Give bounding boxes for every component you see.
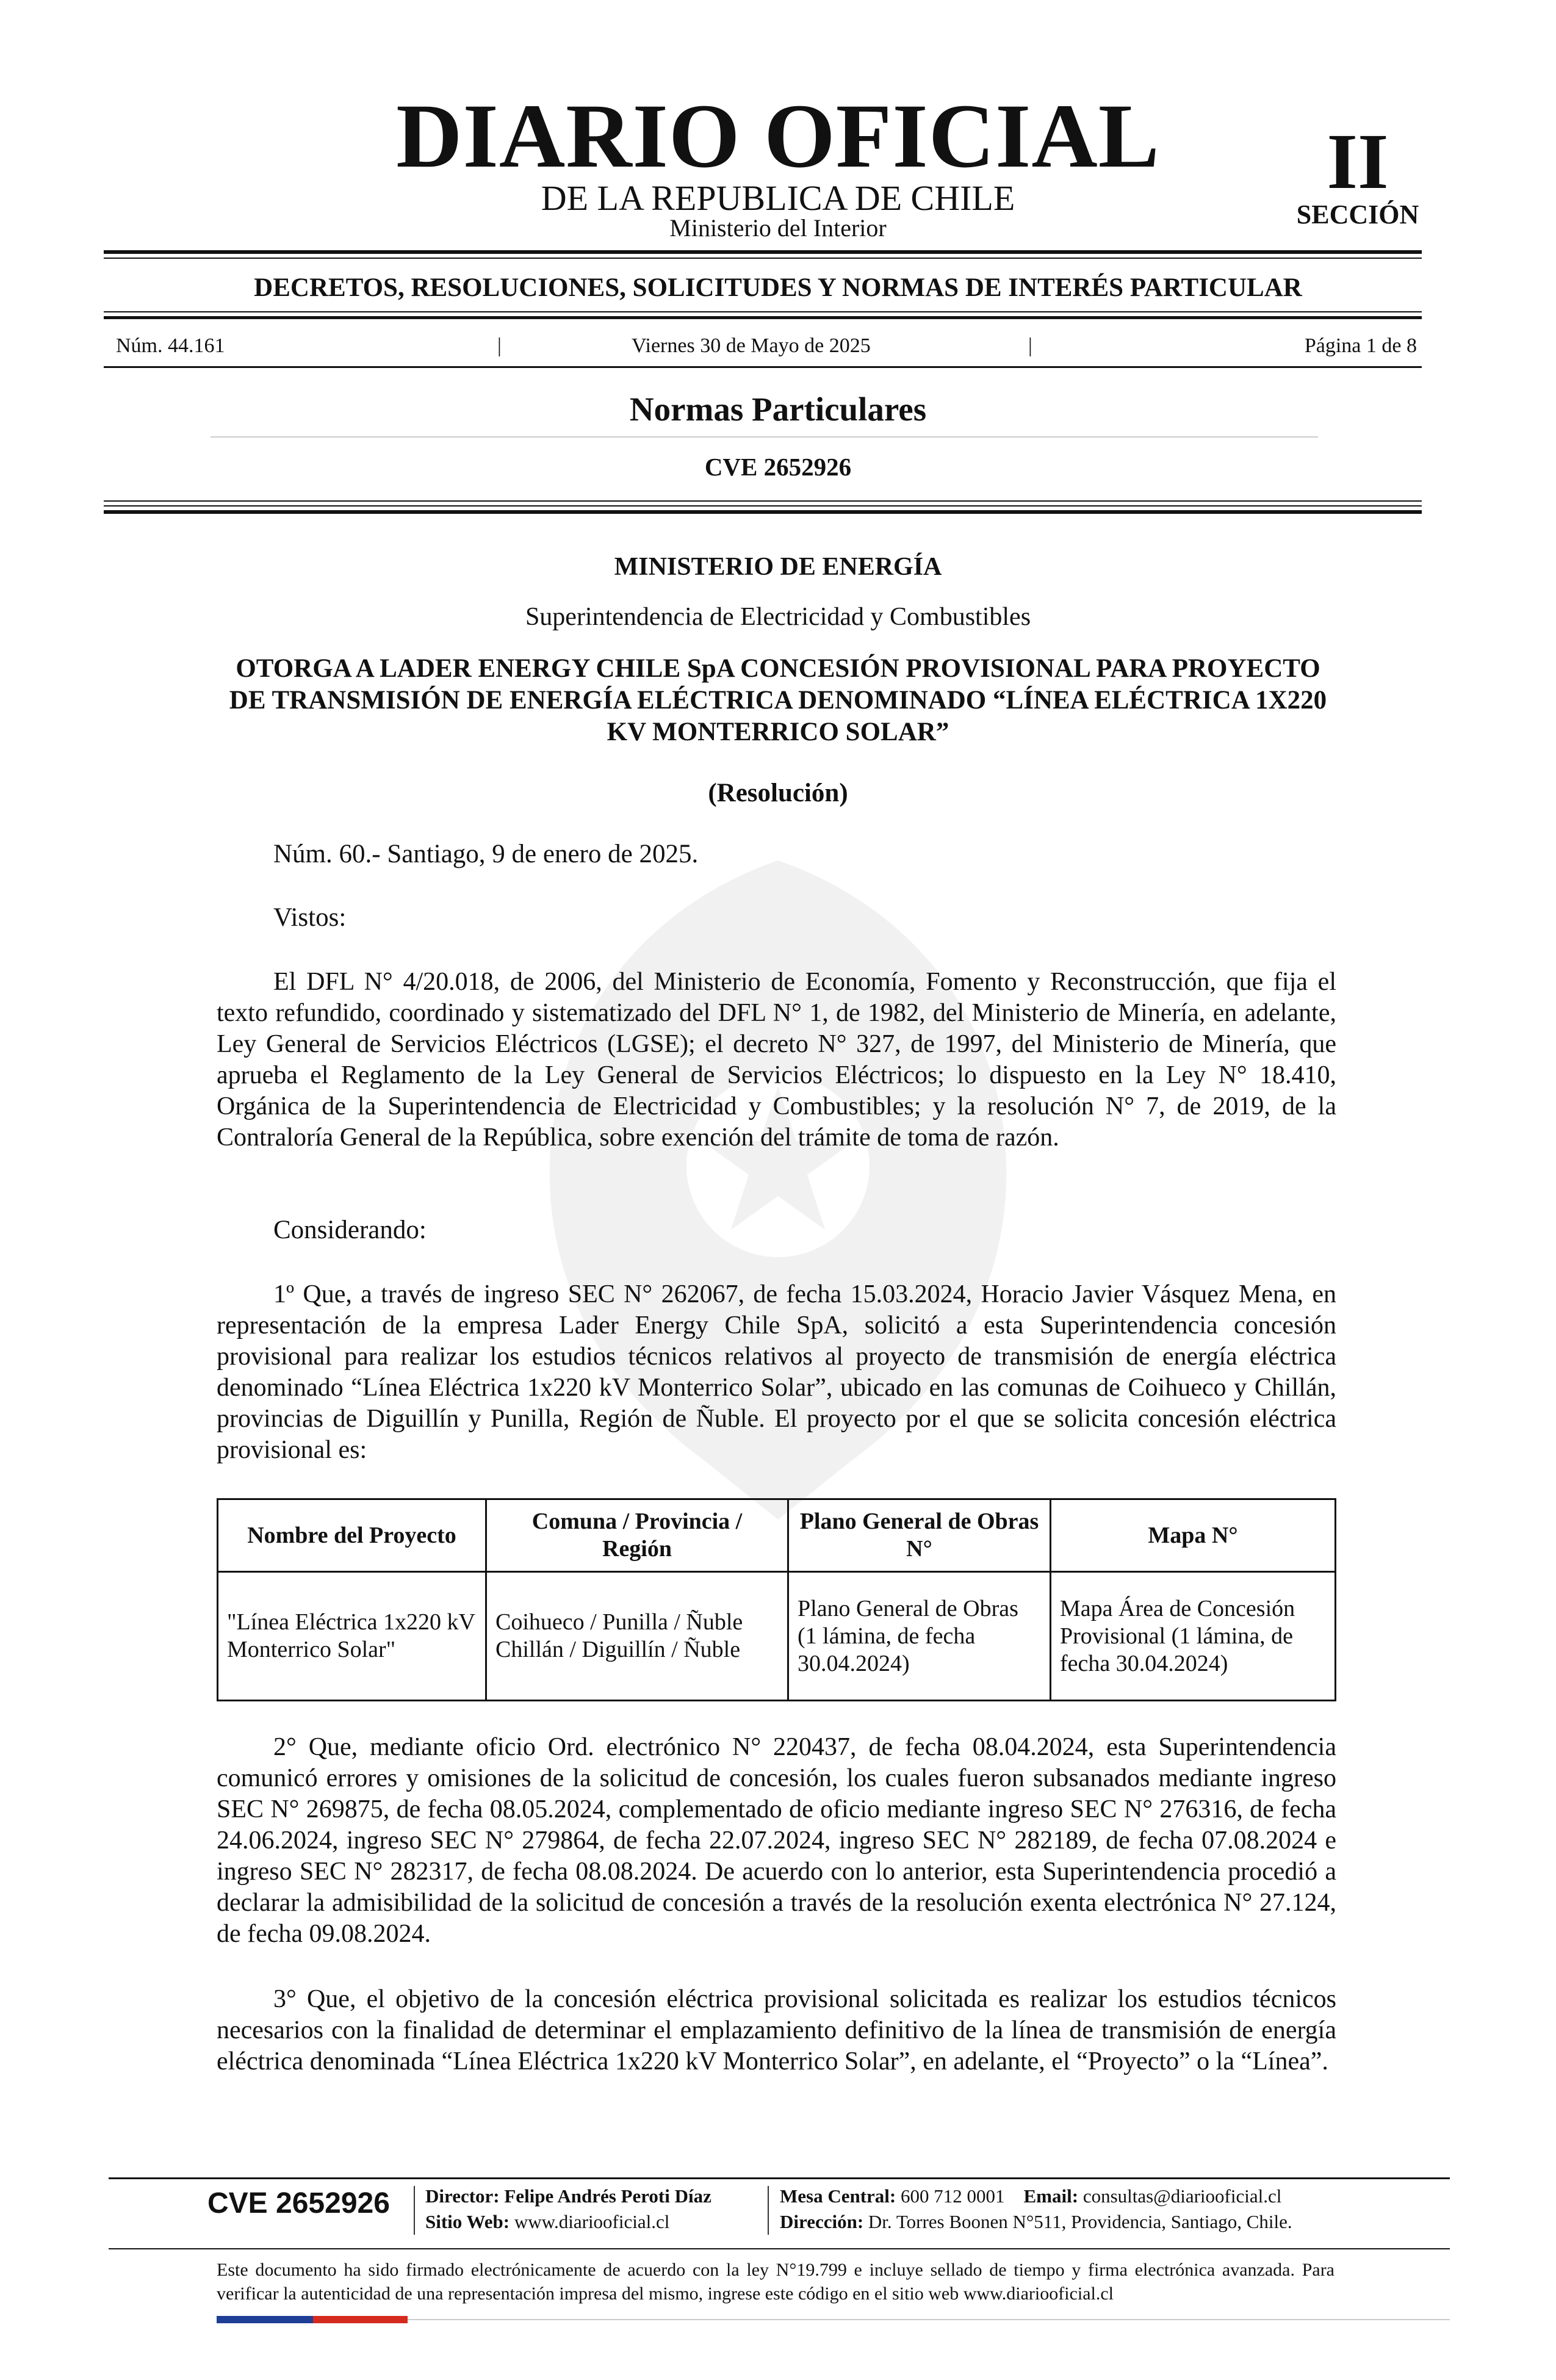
issue-date: Viernes 30 de Mayo de 2025 xyxy=(632,334,871,357)
footer-divider xyxy=(414,2186,415,2235)
cve-rule-thin-1 xyxy=(104,500,1422,502)
footer-website-link[interactable]: www.diariooficial.cl xyxy=(514,2211,670,2232)
project-table xyxy=(217,1498,1336,1701)
footer-website-label: Sitio Web: xyxy=(425,2211,510,2232)
info-rule xyxy=(104,366,1422,368)
table-header-cell: Comuna / Provincia / Región xyxy=(486,1499,788,1572)
headline: DECRETOS, RESOLUCIONES, SOLICITUDES Y NORMAS DE INTERÉS PARTICULAR xyxy=(254,273,1302,302)
footer-director xyxy=(425,2187,711,2205)
table-row xyxy=(218,1572,1336,1701)
footer-phone-value: 600 712 0001 xyxy=(901,2185,1005,2207)
table-cell: "Línea Eléctrica 1x220 kV Monterrico Solar" xyxy=(218,1572,486,1701)
footer-phone-label: Mesa Central: xyxy=(780,2185,896,2207)
footer-email-link[interactable]: consultas@diariooficial.cl xyxy=(1082,2185,1282,2207)
page-indicator: Página 1 de 8 xyxy=(1304,334,1417,357)
considerando-paragraph-1: 1º Que, a través de ingreso SEC N° 262067, de fecha 15.03.2024, Horacio Javier Vásquez Mena, en representación de la empresa Lader Energy Chile SpA, solicitó a esta Superintendencia concesión provisional para realizar los estudios técnicos relativos al proyecto de transmisión de energía eléctrica denominado “Línea Eléctrica 1x220 kV Monterrico Solar”, ubicado en las comunas de Coihueco y Chillán, provincias de Diguillín y Punilla, Región de Ñuble. El proyecto por el que se solicita concesión eléctrica provisional es: xyxy=(217,1280,1336,1464)
masthead-ministry: Ministerio del Interior xyxy=(669,214,887,242)
footer-director-label: Director: xyxy=(425,2185,500,2207)
masthead-rule-thick xyxy=(104,250,1422,254)
section-title: Normas Particulares xyxy=(629,391,927,428)
footer-website xyxy=(425,2212,669,2231)
footer-signature-note: Este documento ha sido firmado electrónicamente de acuerdo con la ley N°19.799 e incluye sellado de tiempo y firma electrónica avanzada. Para verificar la autenticidad de una representación impresa del mismo, ingrese este código en el sitio web www.diariooficial.cl xyxy=(217,2260,1334,2304)
vistos-paragraph: El DFL N° 4/20.018, de 2006, del Ministerio de Economía, Fomento y Reconstrucción, que fija el texto refundido, coordinado y sistematizado del DFL N° 1, de 1982, del Ministerio de Minería, en adelante, Ley General de Servicios Eléctricos (LGSE); el decreto N° 327, de 1997, del Ministerio de Minería, que aprueba el Reglamento de la Ley General de Servicios Eléctricos; lo dispuesto en la Ley N° 18.410, Orgánica de la Superintendencia de Electricidad y Combustibles; y la resolución N° 7, de 2019, de la Contraloría General de la República, sobre exención del trámite de toma de razón. xyxy=(217,968,1336,1152)
masthead-rule-thin xyxy=(104,258,1422,259)
footer-rule-bottom xyxy=(109,2248,1450,2249)
table-header-cell: Nombre del Proyecto xyxy=(218,1499,486,1572)
footer-divider xyxy=(768,2186,769,2235)
cve-rule-thin-2 xyxy=(104,505,1422,507)
masthead-title: DIARIO OFICIAL xyxy=(396,85,1160,187)
considerando-paragraph-3: 3° Que, el objetivo de la concesión eléctrica provisional solicitada es realizar los estudios técnicos necesarios con la finalidad de determinar el emplazamiento definitivo de la línea de transmisión de energía eléctrica denominada “Línea Eléctrica 1x220 kV Monterrico Solar”, en adelante, el “Proyecto” o la “Línea”. xyxy=(217,1985,1336,2075)
section-number: II xyxy=(1327,118,1389,206)
table-cell: Coihueco / Punilla / Ñuble Chillán / Diguillín / Ñuble xyxy=(486,1572,788,1701)
section-title-rule xyxy=(211,436,1318,438)
table-header-cell: Mapa N° xyxy=(1051,1499,1336,1572)
footer-address xyxy=(780,2212,1292,2231)
footer-contact xyxy=(780,2187,1281,2205)
headline-rule-thin xyxy=(104,311,1422,312)
footer-rule-top xyxy=(109,2177,1450,2179)
table-cell: Mapa Área de Concesión Provisional (1 lámina, de fecha 30.04.2024) xyxy=(1051,1572,1336,1701)
considerando-paragraph-2: 2° Que, mediante oficio Ord. electrónico N° 220437, de fecha 08.04.2024, esta Superintendencia comunicó errores y omisiones de la solicitud de concesión, los cuales fueron subsanados mediante ingreso SEC N° 269875, de fecha 08.05.2024, complementado de oficio mediante ingreso SEC N° 276316, de fecha 24.06.2024, ingreso SEC N° 279864, de fecha 22.07.2024, ingreso SEC N° 282189, de fecha 07.08.2024 e ingreso SEC N° 282317, de fecha 08.08.2024. De acuerdo con lo anterior, esta Superintendencia procedió a declarar la admisibilidad de la solicitud de concesión a través de la resolución exenta electrónica N° 27.124, de fecha 09.08.2024. xyxy=(217,1733,1336,1948)
section-label: SECCIÓN xyxy=(1296,200,1419,229)
document-agency: Superintendencia de Electricidad y Combustibles xyxy=(525,603,1031,631)
footer-cve-code: CVE 2652926 xyxy=(207,2187,390,2220)
considerando-label: Considerando: xyxy=(273,1216,427,1244)
footer-rule-flag xyxy=(408,2319,1450,2320)
headline-rule-thick xyxy=(104,316,1422,319)
footer-director-value: Felipe Andrés Peroti Díaz xyxy=(504,2185,711,2207)
resolution-title: OTORGA A LADER ENERGY CHILE SpA CONCESIÓN PROVISIONAL PARA PROYECTO DE TRANSMISIÓN DE ENERGÍA ELÉCTRICA DENOMINADO “LÍNEA ELÉCTRICA 1X220 KV MONTERRICO SOLAR” xyxy=(229,654,1327,746)
cve-code: CVE 2652926 xyxy=(704,453,852,481)
footer-address-value: Dr. Torres Boonen N°511, Providencia, Santiago, Chile. xyxy=(868,2211,1292,2232)
resolution-number-line: Núm. 60.- Santiago, 9 de enero de 2025. xyxy=(273,840,699,868)
flag-stripe-red xyxy=(313,2316,408,2323)
vistos-label: Vistos: xyxy=(273,903,347,932)
table-cell: Plano General de Obras (1 lámina, de fecha 30.04.2024) xyxy=(788,1572,1051,1701)
footer-email-label: Email: xyxy=(1023,2185,1079,2207)
document-ministry: MINISTERIO DE ENERGÍA xyxy=(614,553,942,581)
flag-stripe-blue xyxy=(217,2316,313,2323)
info-separator: | xyxy=(1028,334,1032,357)
masthead-subtitle: DE LA REPUBLICA DE CHILE xyxy=(541,178,1015,218)
resolution-type-label: (Resolución) xyxy=(708,779,848,807)
footer-address-label: Dirección: xyxy=(780,2211,864,2232)
cve-rule-thick xyxy=(104,510,1422,514)
issue-number: Núm. 44.161 xyxy=(116,334,225,357)
table-header-row xyxy=(218,1499,1336,1572)
table-header-cell: Plano General de Obras N° xyxy=(788,1499,1051,1572)
info-separator: | xyxy=(497,334,502,357)
